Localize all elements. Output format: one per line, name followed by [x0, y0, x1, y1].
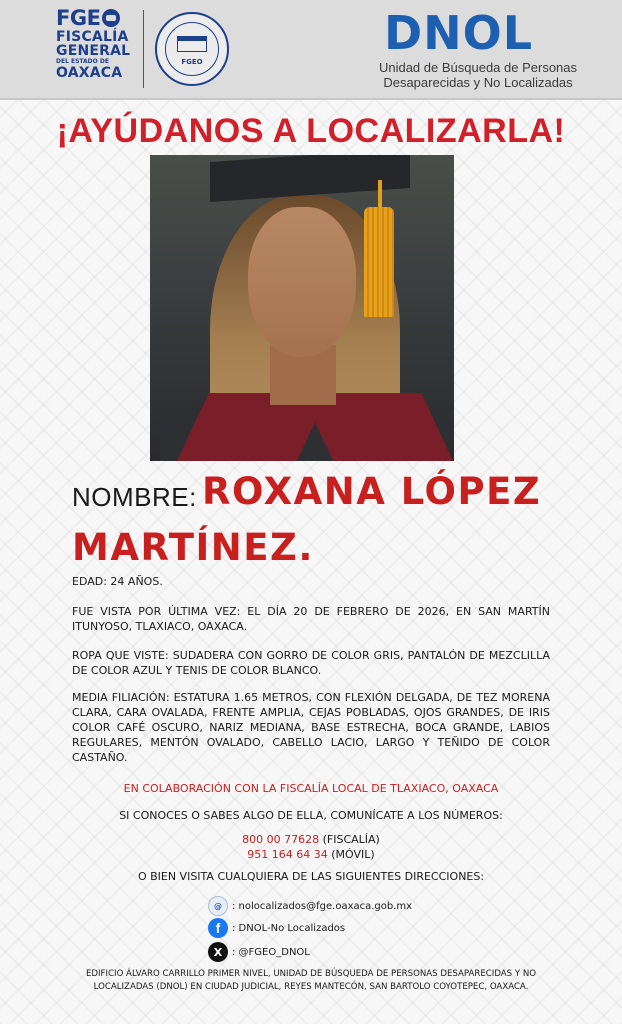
description: MEDIA FILIACIÓN: ESTATURA 1.65 METROS, CON FLEXIÓN DELGADA, DE TEZ MORENA CLARA, CARA OVALADA, FRENTE AMPLIA, CEJAS POBLADAS, OJOS GRANDES, DE IRIS COLOR CAFÉ OSCURO, NARIZ MEDIANA, BASE ESTRECHA, BOCA GRANDE, LABIOS REGULARES, MENTÓN OVALADO, CABELLO LACIO, LARGO Y TEÑIDO DE COLOR CASTAÑO.: [72, 691, 550, 764]
collaboration-note: EN COLABORACIÓN CON LA FISCALÍA LOCAL DE TLAXIACO, OAXACA: [123, 782, 499, 795]
fgeo-mark-text: FGE: [56, 6, 101, 30]
fgeo-line2: GENERAL: [56, 43, 131, 59]
fgeo-line3: DEL ESTADO DE: [56, 58, 109, 65]
contact-intro: SI CONOCES O SABES ALGO DE ELLA, COMUNÍCATE A LOS NÚMEROS:: [119, 809, 503, 822]
phone-number-movil[interactable]: 951 164 64 34: [247, 848, 328, 861]
fgeo-line1: FISCALÍA: [56, 29, 129, 45]
headline: ¡AYÚDANOS A LOCALIZARLA!: [56, 112, 566, 150]
x-icon: X: [208, 942, 228, 962]
fgeo-logo: [56, 6, 136, 80]
dnol-subtitle-line2: Desaparecidas y No Localizadas: [383, 75, 573, 90]
facebook-row[interactable]: [208, 918, 345, 938]
phone-label-fiscalia: (FISCALÍA): [322, 833, 380, 846]
dnol-subtitle: [334, 60, 622, 90]
facebook-icon: f: [208, 918, 228, 938]
name-value: ROXANA LÓPEZ MARTÍNEZ.: [72, 470, 542, 569]
phone-row-2: [0, 847, 622, 862]
visit-intro: O BIEN VISITA CUALQUIERA DE LAS SIGUIENTES DIRECCIONES:: [137, 870, 485, 883]
fgeo-line4: OAXACA: [56, 65, 123, 81]
dnol-subtitle-line1: Unidad de Búsqueda de Personas: [378, 60, 578, 75]
missing-person-photo: [150, 155, 454, 461]
email-link[interactable]: : nolocalizados@fge.oaxaca.gob.mx: [232, 900, 413, 912]
footer-address: EDIFICIO ÁLVARO CARRILLO PRIMER NIVEL, UNIDAD DE BÚSQUEDA DE PERSONAS DESAPARECIDAS Y NO LOCALIZADAS (DNOL) EN CIUDAD JUDICIAL, REYES MANTECÓN, SAN BARTOLO COYOTEPEC, OAXACA.: [85, 969, 537, 992]
phone-row-1: [0, 832, 622, 847]
name-label: NOMBRE:: [72, 482, 197, 512]
clothing: ROPA QUE VISTE: SUDADERA CON GORRO DE COLOR GRIS, PANTALÓN DE MEZCLILLA DE COLOR AZUL Y TENIS DE COLOR BLANCO.: [72, 649, 550, 677]
phone-label-movil: (MÓVIL): [331, 848, 375, 861]
email-row[interactable]: [208, 896, 412, 916]
header-divider: [143, 10, 144, 88]
last-seen: FUE VISTA POR ÚLTIMA VEZ: EL DÍA 20 DE FEBRERO DE 2026, EN SAN MARTÍN ITUNYOSO, TLAXIACO, OAXACA.: [72, 605, 550, 633]
age: EDAD: 24 AÑOS.: [72, 575, 163, 588]
seal-text: FGEO: [181, 58, 203, 66]
dnol-logo: [334, 0, 622, 100]
tassel-icon: [364, 207, 394, 317]
x-row[interactable]: [208, 942, 310, 962]
facebook-link[interactable]: : DNOL-No Localizados: [232, 922, 346, 934]
fiscalia-seal-icon: [155, 12, 229, 86]
dnol-title: DNOL: [384, 6, 534, 60]
web-icon: @: [208, 896, 228, 916]
phone-number-fiscalia[interactable]: 800 00 77628: [242, 833, 320, 846]
header-banner: [0, 0, 622, 100]
x-link[interactable]: : @FGEO_DNOL: [232, 946, 310, 958]
fgeo-o-icon: [102, 9, 120, 27]
